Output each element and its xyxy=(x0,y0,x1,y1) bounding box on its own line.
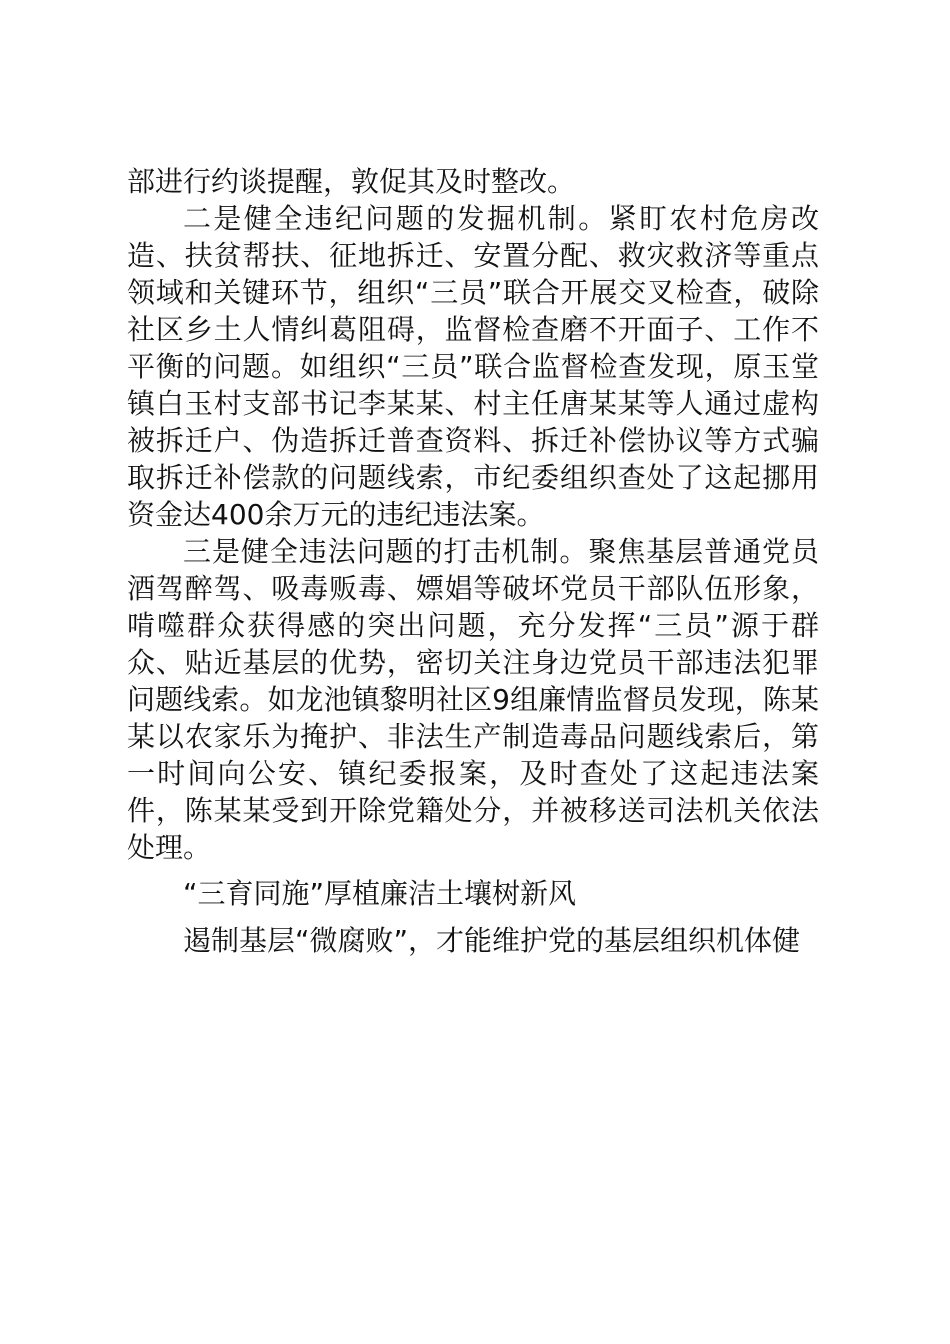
paragraph-discipline-mechanism: 二是健全违纪问题的发掘机制。紧盯农村危房改造、扶贫帮扶、征地拆迁、安置分配、救灾救济等重点领域和关键环节，组织“三员”联合开展交叉检查，破除社区乡土人情纠葛阻碍，监督检查磨不开面子、工作不平衡的问题。如组织“三员”联合监督检查发现，原玉堂镇白玉村支部书记李某某、村主任唐某某等人通过虚构被拆迁户、伪造拆迁普查资料、拆迁补偿协议等方式骗取拆迁补偿款的问题线索，市纪委组织查处了这起挪用资金达400余万元的违纪违法案。 xyxy=(127,202,819,531)
paragraph-law-mechanism: 三是健全违法问题的打击机制。聚焦基层普通党员酒驾醉驾、吸毒贩毒、嫖娼等破坏党员干部队伍形象，啃噬群众获得感的突出问题，充分发挥“三员”源于群众、贴近基层的优势，密切关注身边党员干部违法犯罪问题线索。如龙池镇黎明社区9组廉情监督员发现，陈某某以农家乐为掩护、非法生产制造毒品问题线索后，第一时间向公安、镇纪委报案，及时查处了这起违法案件，陈某某受到开除党籍处分，并被移送司法机关依法处理。 xyxy=(127,535,819,864)
document-body xyxy=(127,163,819,959)
section-heading: “三育同施”厚植廉洁土壤树新风 xyxy=(183,877,577,910)
paragraph-section-intro: 遏制基层“微腐败”，才能维护党的基层组织机体健 xyxy=(183,924,801,957)
paragraph-continuation: 部进行约谈提醒，敦促其及时整改。 xyxy=(127,165,576,198)
